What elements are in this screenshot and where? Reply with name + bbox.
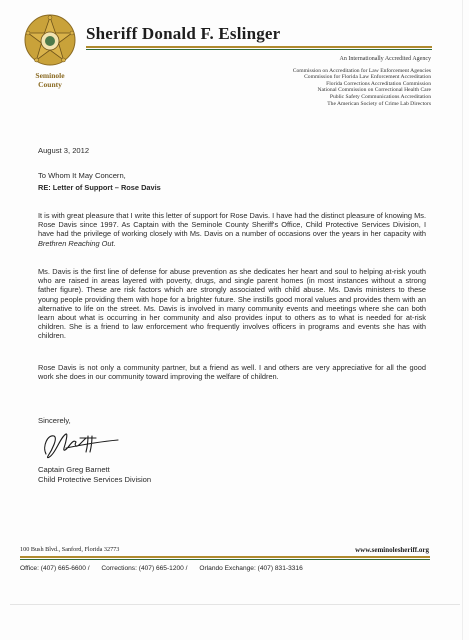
footer-divider-green	[20, 559, 430, 560]
signer-name: Captain Greg Barnett	[38, 465, 110, 474]
corrections-phone: Corrections: (407) 665-1200 /	[101, 565, 188, 572]
salutation: To Whom It May Concern,	[38, 171, 126, 180]
signer-division: Child Protective Services Division	[38, 475, 152, 484]
letterhead-title: Sheriff Donald F. Eslinger	[86, 24, 281, 43]
office-phone: Office: (407) 665-6600 /	[20, 565, 90, 572]
complimentary-close: Sincerely,	[38, 416, 71, 425]
paragraph-intro	[38, 211, 426, 248]
footer-divider-gold	[20, 556, 430, 558]
sheriff-star-badge-icon	[24, 14, 76, 66]
header-divider-gold	[86, 46, 432, 48]
paragraph-body: Ms. Davis is the first line of defense for abuse prevention as she dedicates her heart and soul to helping at-risk youth who are raised in areas layered with poverty, drugs, and single parent homes (in most instances without a strong father figure). These are risk factors which are strongly associated with child abuse. Ms. Davis ministers to these young people providing them with hope for a brighter future. She instills good moral values and provides them with an alternative to life on the street. Ms. Davis is involved in many community events and meetings where she can both learn about what is occurring in her community and also provides input to others as to what is needed for at-risk children. She is a friend to law enforcement who frequently involves officers in programs and events she has with children.	[38, 267, 426, 341]
accreditation-block	[293, 56, 431, 107]
county-line1: Seminole	[35, 71, 65, 80]
accreditation-line: National Commission on Correctional Health Care	[317, 87, 431, 94]
footer-phone-numbers	[20, 565, 313, 572]
accreditation-line: Commission for Florida Law Enforcement Accreditation	[304, 74, 431, 81]
organization-name: Brethren Reaching Out.	[38, 238, 116, 248]
footer-address: 100 Bush Blvd., Sanford, Florida 32773	[20, 546, 120, 553]
agency-tagline: An Internationally Accredited Agency	[339, 56, 431, 62]
accreditation-line: Public Safety Communications Accreditation	[329, 93, 431, 100]
orlando-exchange-phone: Orlando Exchange: (407) 831-3316	[199, 565, 303, 572]
handwritten-signature	[36, 428, 120, 462]
letter-date: August 3, 2012	[38, 146, 90, 155]
header-divider-green	[86, 49, 432, 50]
county-label	[20, 71, 80, 89]
signer-block	[38, 465, 151, 485]
accreditation-line: The American Society of Crime Lab Directors	[327, 100, 431, 107]
accreditation-line: Commission on Accreditation for Law Enforcement Agencies	[292, 67, 431, 74]
county-line2: County	[38, 80, 62, 89]
paragraph-intro-text: It is with great pleasure that I write this letter of support for Rose Davis. I have had the distinct pleasure of knowing Ms. Rose Davis since 1997. As Captain with the Seminole County Sheriff's Office, Child Protective Services Division, I have had the privilege of working closely with Ms. Davis on a number of occasions over the years in her capacity with	[38, 211, 426, 239]
scan-artifact-line	[10, 604, 460, 605]
subject-line: RE: Letter of Support – Rose Davis	[38, 183, 161, 192]
paragraph-closing: Rose Davis is not only a community partner, but a friend as well. I and others are very appreciative for all the good work she does in our community toward improving the welfare of children.	[38, 363, 426, 382]
accreditation-line: Florida Corrections Accreditation Commission	[326, 80, 431, 87]
footer-website: www.seminolesheriff.org	[355, 546, 429, 554]
scan-edge	[462, 0, 463, 640]
